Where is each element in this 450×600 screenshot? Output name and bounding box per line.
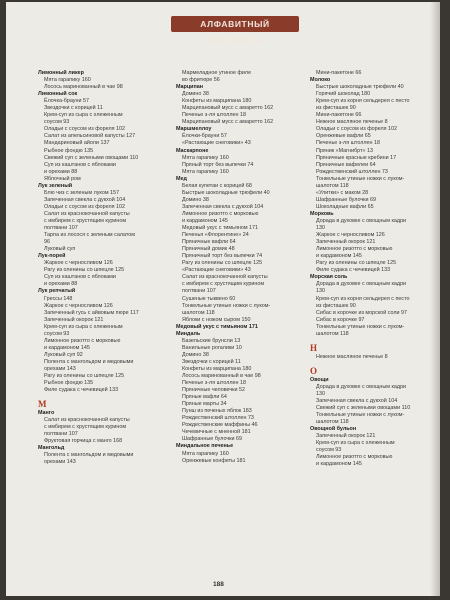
index-entry: Суп из каштанов с яблоками [44,161,116,168]
index-entry: Мята гарапику 160 [44,77,91,84]
index-letter: Н [310,342,318,353]
index-entry: Рагу из оленины со шпецле 125 [44,267,125,274]
index-entry: Конфеты из марципана 180 [182,365,252,372]
index-entry: Лимонное ризотто с морковью [182,210,259,217]
index-entry: Оренжевые конфеты 181 [182,457,246,464]
page-number: 188 [213,581,224,588]
index-entry: Дорада в духовке с овощным кадри [316,383,407,390]
index-entry: Пряничные вафелеи 64 [316,161,376,168]
index-entry: Запеченный окорок 121 [316,433,376,440]
index-heading: Маскарпоне [176,147,209,154]
index-heading: Маршмеллоу [176,126,212,133]
index-entry: Луковый суп [44,246,76,253]
index-entry: Лимонное ризотто с морковью [316,246,393,253]
index-entry: Ванильные рогалики 10 [182,344,242,351]
index-entry: Пряник «Магнибрт» 13 [316,147,374,154]
index-entry: Пряничные человечки 52 [182,387,245,394]
index-column-2 [176,70,301,465]
index-entry: Рождественский штоллен 73 [182,415,254,422]
index-entry: Мандариновый айоли 137 [44,140,110,147]
index-entry: и кардамоном 145 [44,344,90,351]
index-entry: шалотом 118 [316,419,349,426]
index-entry: 130 [316,390,325,397]
index-entry: Пряничный домик 48 [182,246,235,253]
index-entry: Тонкельные утиные ножки с луком- [316,412,405,419]
index-entry: Свежий суп с зелеными овощами 110 [316,405,411,412]
index-entry: с имбирем с хрустящим курином [44,217,127,224]
index-entry: Рождественские маффины 46 [182,422,258,429]
index-entry: Филе судака с чечевицей 133 [44,387,119,394]
index-entry: Запеченная свекла с дукхой 104 [44,196,126,203]
index-entry: «Растающие снеговики» 43 [182,267,251,274]
index-entry: и кардамоном 145 [316,253,362,260]
index-entry: Рагу из оленины со шпецле 125 [44,373,125,380]
index-entry: Белая купетаи с корицей 68 [182,182,252,189]
index-entry: Лимонное ризотто с морковью [316,454,393,461]
index-entry: Оренжевые вафли 65 [316,133,371,140]
index-entry: Крем-суп из корня сельдерея с песто [316,295,410,302]
index-heading: Овощи [310,376,329,383]
index-entry: из фисташек 90 [316,105,356,112]
index-heading: Мед [176,175,187,182]
index-entry: Тонкельные утиные ножки с луком- [316,323,405,330]
index-entry: Яблоки с ножом сыром 150 [182,316,251,323]
index-entry: Оладьи с соусом из фореля 102 [44,203,126,210]
index-entry: Запеченный гусь с айвовым пюре 117 [44,309,139,316]
index-entry: Луковый суп 92 [44,351,83,358]
index-entry: Пряничные вафли 64 [182,239,236,246]
index-entry: Шоколадные вафли 65 [316,203,374,210]
index-entry: Дорада в духовке с овощным кадри [316,281,407,288]
index-entry: Пряничный торт без выпечки 74 [182,253,263,260]
index-heading: Манго [38,410,55,417]
index-entry: во фритюре 56 [182,77,220,84]
index-entry: Яблочный ром [44,175,81,182]
index-heading: Миндаль [176,330,201,337]
index-entry: Мини-пакетоне 66 [316,112,362,119]
index-entry: Сибас в корочке 97 [316,316,365,323]
index-entry: Мармеладное утиное филе [182,70,252,76]
index-entry: Шафранные булочки 69 [316,196,376,203]
index-entry: Жаркое с черносливом 126 [44,260,113,267]
index-entry: с имбирем с хрустящим курином [182,281,265,288]
index-entry: Быстрые шоколадные трюфели 40 [316,84,404,91]
index-entry: Мята гарапику 160 [182,154,229,161]
index-entry: Жаркое с черносливом 126 [316,232,385,239]
index-entry: Печенье з-ля штоллен 18 [182,112,246,119]
index-entry: Пряные марты 34 [182,401,227,408]
index-entry: Запеченный окорок 121 [44,316,104,323]
index-entry: орехами 143 [44,459,76,466]
index-entry: Рыбное фондю 135 [44,147,94,154]
index-entry: Крем-суп из сыра с хлеженным [44,112,123,119]
index-entry: полтвани 107 [44,225,78,232]
index-heading: Овощной бульон [310,426,357,433]
index-entry: Мята гарапику 160 [182,168,229,175]
index-entry: соусом 93 [44,119,70,126]
index-entry: Лимонное ризотто с морковью [44,337,121,344]
index-entry: Крем-суп из сыра с хлеженным [316,440,395,447]
index-entry: Домино 38 [182,351,209,358]
page-edge-shadow [430,2,440,596]
index-entry: Нежное масляное печенье 8 [316,119,388,126]
index-entry: Салат из краснокочанной капусты [44,210,130,217]
index-entry: из фисташек 90 [316,302,356,309]
index-entry: Ёлочки-брауни 57 [182,133,227,140]
index-entry: с имбирем с хрустящим курином [44,424,127,431]
index-letter: О [310,365,318,376]
index-entry: шалотом 118 [316,182,349,189]
index-entry: Дорада в духовке с овощным кадри [316,217,407,224]
index-entry: Салат из апельсиновой капусты 127 [44,133,136,140]
index-title-banner: АЛФАВИТНЫЙ УКАЗАТЕЛЬ [171,16,299,32]
index-entry: Салат из краснокочанной капусты [182,274,268,281]
index-entry: Марципановый мусс с амаретто 162 [182,105,274,112]
index-entry: Звездочки с корицей 11 [44,105,103,112]
index-entry: Пряничные красные кребини 17 [316,154,397,161]
index-heading: Марципан [176,84,203,91]
index-heading: Морковь [310,210,334,217]
index-heading: Лук репчатый [38,288,76,295]
index-entry: Печенье з-ля штоллен 18 [182,380,246,387]
index-entry: Рождественский штоллен 73 [316,168,388,175]
index-entry: 130 [316,225,325,232]
index-heading: Молоко [310,77,331,84]
index-entry: шалотом 118 [316,330,349,337]
index-entry: Салат из краснокочанной капусты [44,417,130,424]
index-entry: Пряные вафли 64 [182,394,227,401]
index-heading: Морская соль [310,274,348,281]
index-entry: Суп из каштанов с яблоками [44,274,116,281]
index-heading: Миндальное печенье [176,443,234,450]
index-entry: Звездочки с корицей 11 [182,358,241,365]
index-column-1 [38,70,156,467]
index-entry: Свежий суп с зелеными овощами 110 [44,154,139,161]
index-entry: и кардамоном 145 [182,217,228,224]
index-entry: Грессы 148 [44,295,73,302]
index-entry: Домино 38 [182,196,209,203]
index-heading: Лимонный сок [38,91,78,98]
index-entry: Тарпа из лосося с зеленым салатом [44,232,135,239]
index-entry: Запеченная свекла с дукхой 104 [182,203,264,210]
index-entry: Горячий шоколад 180 [316,91,371,98]
index-entry: Чечевичные с мненной 181 [182,429,251,436]
index-entry: полтвани 107 [182,288,216,295]
index-entry: полтвани 107 [44,431,78,438]
index-heading: Мангольд [38,445,65,452]
index-entry: Сибас в корочке из морской соли 97 [316,309,408,316]
index-entry: Жаркое с черносливом 126 [44,302,113,309]
index-entry: Запеченная свекла с дукхой 104 [316,397,398,404]
index-entry: Оладьи с соусом из фореля 102 [44,126,126,133]
index-heading: Лук-порей [38,253,66,260]
index-entry: 130 [316,288,325,295]
index-heading: Лук зеленый [38,182,73,189]
index-entry: и кардамоном 145 [316,461,362,468]
index-page [6,2,440,596]
index-entry: Домино 38 [182,91,209,98]
index-entry: Марципановый мусс с амаретто 162 [182,119,274,126]
index-entry: Тонкельные утиные ножки с луком- [182,302,271,309]
index-entry: Рагу из оленины со шпецле 125 [316,260,397,267]
index-entry: Сушеные тыквено 60 [182,295,236,302]
index-entry: 96 [44,239,50,246]
index-entry: и орехами 88 [44,168,78,175]
index-entry: соусом 93 [316,447,342,454]
index-entry: Лосось маринованный в чае 98 [182,373,261,380]
index-entry: Лосось маринованный в чае 98 [44,84,123,91]
index-entry: Нежное масляное печенье 8 [316,353,388,360]
index-letter: М [38,399,47,410]
index-heading: Лимонный ликер [38,70,84,76]
index-entry: Пряный торт без выпечки 74 [182,161,254,168]
index-heading: Медовый укус с тимьяном 171 [176,323,258,330]
index-entry: Крем-суп из корня сельдерея с песто [316,98,410,105]
index-entry: Блю чиз с зеленым луком 157 [44,189,120,196]
index-entry: Ёлочка-брауни 57 [44,98,89,105]
index-entry: Полента с мангольдом и медовыми [44,358,134,365]
index-entry: Филе судака с чечевицей 133 [316,267,391,274]
index-entry: Тонкельные утиные ножки с луком- [316,175,405,182]
index-entry: Медовый укус с тимьяном 171 [182,225,259,232]
index-entry: Мята гарапику 160 [182,450,229,457]
index-entry: Крем-суп из сыра с хлеженным [44,323,123,330]
index-entry: орехами 143 [44,365,76,372]
index-entry: Печенье з-ля штоллен 18 [316,140,380,147]
index-entry: «Улитки» с маком 28 [316,189,369,196]
index-entry: шалотом 118 [182,309,215,316]
index-entry: и орехами 88 [44,281,78,288]
index-column-3 [310,70,430,468]
index-entry: Мини-пакетоне 66 [316,70,362,76]
index-entry: Конфеты из марципана 180 [182,98,252,105]
index-entry: Фруктовая горчица с манго 168 [44,438,123,445]
index-entry: Полента с мангольдом и медовыми [44,452,134,459]
index-entry: Рыбное фондю 135 [44,380,94,387]
index-entry: Запеченный окорок 121 [316,239,376,246]
index-entry: Шафранные булочки 69 [182,436,242,443]
index-entry: Печенья «Флорентине» 24 [182,232,249,239]
index-entry: соусом 93 [44,330,70,337]
index-entry: Базельские брунсли 13 [182,337,241,344]
index-entry: Пунш из печеных яблок 183 [182,408,252,415]
index-entry: Рагу из оленины со шпецле 125 [182,260,263,267]
index-entry: Оладьи с соусом из фореля 102 [316,126,398,133]
index-entry: «Растающие снеговики» 43 [182,140,251,147]
index-entry: Быстрые шоколадные трюфели 40 [182,189,270,196]
